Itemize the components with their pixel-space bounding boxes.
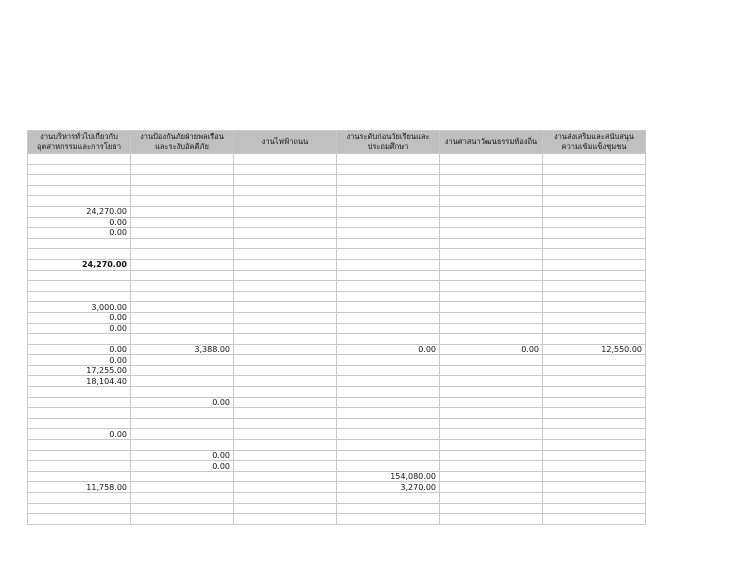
table-row bbox=[28, 429, 646, 440]
table-row bbox=[28, 249, 646, 260]
table-cell[interactable] bbox=[337, 365, 440, 376]
table-cell[interactable] bbox=[337, 387, 440, 398]
table-cell[interactable] bbox=[543, 334, 646, 345]
table-row bbox=[28, 418, 646, 429]
table-cell[interactable] bbox=[28, 270, 131, 281]
table-row bbox=[28, 503, 646, 514]
table-row bbox=[28, 440, 646, 451]
table-row bbox=[28, 376, 646, 387]
table-cell[interactable] bbox=[337, 154, 440, 165]
table-cell[interactable] bbox=[131, 196, 234, 207]
table-cell[interactable] bbox=[28, 503, 131, 514]
sheet-header bbox=[28, 131, 646, 154]
table-cell[interactable] bbox=[337, 461, 440, 472]
column-header: งานบริหารทั่วไปเกี่ยวกับอุตสาหกรรมและการโยธา bbox=[28, 131, 131, 154]
table-cell[interactable] bbox=[337, 355, 440, 366]
table-cell[interactable] bbox=[234, 355, 337, 366]
table-cell[interactable] bbox=[131, 355, 234, 366]
table-cell[interactable] bbox=[440, 206, 543, 217]
table-cell[interactable] bbox=[28, 334, 131, 345]
table-cell[interactable] bbox=[234, 281, 337, 292]
table-cell[interactable] bbox=[440, 365, 543, 376]
table-row bbox=[28, 259, 646, 270]
table-cell[interactable] bbox=[234, 365, 337, 376]
table-cell[interactable] bbox=[543, 217, 646, 228]
table-row bbox=[28, 281, 646, 292]
table-cell[interactable] bbox=[440, 175, 543, 186]
table-row bbox=[28, 397, 646, 408]
budget-spreadsheet bbox=[27, 130, 646, 525]
table-cell[interactable] bbox=[440, 471, 543, 482]
table-cell[interactable] bbox=[234, 418, 337, 429]
table-cell[interactable] bbox=[543, 164, 646, 175]
table-row bbox=[28, 217, 646, 228]
table-cell[interactable] bbox=[543, 461, 646, 472]
table-cell[interactable]: 18,104.40 bbox=[28, 376, 131, 387]
table-cell[interactable] bbox=[543, 397, 646, 408]
table-cell[interactable] bbox=[337, 206, 440, 217]
table-cell[interactable] bbox=[234, 471, 337, 482]
table-cell[interactable]: 24,270.00 bbox=[28, 206, 131, 217]
table-cell[interactable] bbox=[234, 450, 337, 461]
table-cell[interactable] bbox=[131, 365, 234, 376]
table-cell[interactable] bbox=[337, 429, 440, 440]
table-cell[interactable] bbox=[28, 450, 131, 461]
table-cell[interactable] bbox=[440, 196, 543, 207]
table-cell[interactable] bbox=[440, 450, 543, 461]
table-cell[interactable] bbox=[234, 185, 337, 196]
table-cell[interactable] bbox=[131, 471, 234, 482]
table-cell[interactable] bbox=[337, 302, 440, 313]
table-cell[interactable] bbox=[440, 312, 543, 323]
table-cell[interactable] bbox=[440, 281, 543, 292]
table-cell[interactable] bbox=[131, 228, 234, 239]
table-cell[interactable] bbox=[440, 154, 543, 165]
table-cell[interactable]: 3,270.00 bbox=[337, 482, 440, 493]
table-row bbox=[28, 238, 646, 249]
table-cell[interactable] bbox=[440, 461, 543, 472]
table-cell[interactable] bbox=[543, 387, 646, 398]
table-cell[interactable] bbox=[234, 514, 337, 525]
table-cell[interactable]: 0.00 bbox=[440, 344, 543, 355]
column-header: งานไฟฟ้าถนน bbox=[234, 131, 337, 154]
table-cell[interactable]: 0.00 bbox=[28, 344, 131, 355]
table-cell[interactable]: 0.00 bbox=[131, 397, 234, 408]
table-cell[interactable] bbox=[131, 312, 234, 323]
table-cell[interactable] bbox=[234, 206, 337, 217]
table-cell[interactable] bbox=[234, 344, 337, 355]
table-cell[interactable] bbox=[337, 185, 440, 196]
table-cell[interactable] bbox=[543, 228, 646, 239]
table-cell[interactable] bbox=[28, 440, 131, 451]
table-cell[interactable] bbox=[543, 429, 646, 440]
table-cell[interactable] bbox=[28, 185, 131, 196]
table-cell[interactable] bbox=[28, 514, 131, 525]
table-cell[interactable] bbox=[28, 175, 131, 186]
table-row bbox=[28, 228, 646, 239]
table-cell[interactable] bbox=[543, 302, 646, 313]
table-cell[interactable] bbox=[440, 334, 543, 345]
column-header: งานศาสนาวัฒนธรรมท้องถิ่น bbox=[440, 131, 543, 154]
table-cell[interactable] bbox=[440, 387, 543, 398]
table-cell[interactable] bbox=[337, 259, 440, 270]
column-header: งานป้องกันภัยฝ่ายพลเรือนและระงับอัคคีภัย bbox=[131, 131, 234, 154]
table-cell[interactable] bbox=[543, 185, 646, 196]
table-cell[interactable] bbox=[440, 418, 543, 429]
table-cell[interactable]: 0.00 bbox=[28, 312, 131, 323]
table-cell[interactable] bbox=[543, 175, 646, 186]
table-cell[interactable] bbox=[337, 514, 440, 525]
table-cell[interactable] bbox=[131, 302, 234, 313]
table-row bbox=[28, 355, 646, 366]
table-cell[interactable] bbox=[131, 206, 234, 217]
column-header: งานส่งเสริมและสนับสนุนความเข้มแข็งชุมชน bbox=[543, 131, 646, 154]
table-cell[interactable] bbox=[131, 408, 234, 419]
table-cell[interactable] bbox=[234, 302, 337, 313]
table-cell[interactable] bbox=[337, 334, 440, 345]
table-row bbox=[28, 514, 646, 525]
table-cell[interactable] bbox=[337, 408, 440, 419]
table-row bbox=[28, 185, 646, 196]
table-cell[interactable] bbox=[543, 249, 646, 260]
table-cell[interactable] bbox=[131, 259, 234, 270]
table-cell[interactable] bbox=[440, 397, 543, 408]
table-row bbox=[28, 493, 646, 504]
table-cell[interactable] bbox=[131, 429, 234, 440]
table-cell[interactable] bbox=[543, 440, 646, 451]
table-row bbox=[28, 312, 646, 323]
table-row bbox=[28, 206, 646, 217]
table-cell[interactable] bbox=[337, 450, 440, 461]
table-cell[interactable] bbox=[131, 482, 234, 493]
table-cell[interactable] bbox=[440, 302, 543, 313]
table-cell[interactable] bbox=[234, 493, 337, 504]
table-cell[interactable] bbox=[131, 238, 234, 249]
table-cell[interactable] bbox=[543, 408, 646, 419]
table-cell[interactable] bbox=[28, 461, 131, 472]
table-cell[interactable] bbox=[440, 440, 543, 451]
table-cell[interactable]: 0.00 bbox=[28, 217, 131, 228]
table-cell[interactable]: 0.00 bbox=[337, 344, 440, 355]
table-cell[interactable]: 0.00 bbox=[131, 450, 234, 461]
table-cell[interactable] bbox=[543, 514, 646, 525]
table-cell[interactable] bbox=[234, 461, 337, 472]
table-cell[interactable] bbox=[28, 493, 131, 504]
table-cell[interactable] bbox=[543, 259, 646, 270]
table-cell[interactable] bbox=[131, 270, 234, 281]
table-row bbox=[28, 302, 646, 313]
table-cell[interactable] bbox=[440, 217, 543, 228]
table-cell[interactable] bbox=[543, 238, 646, 249]
table-row bbox=[28, 387, 646, 398]
table-cell[interactable] bbox=[131, 334, 234, 345]
table-cell[interactable] bbox=[234, 164, 337, 175]
table-cell[interactable]: 0.00 bbox=[28, 228, 131, 239]
table-cell[interactable] bbox=[28, 408, 131, 419]
table-cell[interactable] bbox=[131, 249, 234, 260]
table-row bbox=[28, 164, 646, 175]
table-cell[interactable] bbox=[543, 291, 646, 302]
table-cell[interactable] bbox=[543, 206, 646, 217]
table-cell[interactable] bbox=[234, 323, 337, 334]
table-cell[interactable] bbox=[543, 323, 646, 334]
table-cell[interactable] bbox=[234, 408, 337, 419]
table-cell[interactable]: 17,255.00 bbox=[28, 365, 131, 376]
table-cell[interactable] bbox=[234, 429, 337, 440]
table-cell[interactable] bbox=[337, 493, 440, 504]
table-cell[interactable] bbox=[234, 376, 337, 387]
table-cell[interactable] bbox=[337, 440, 440, 451]
table-cell[interactable] bbox=[234, 217, 337, 228]
table-cell[interactable] bbox=[543, 270, 646, 281]
table-cell[interactable] bbox=[234, 440, 337, 451]
table-cell[interactable] bbox=[337, 291, 440, 302]
table-cell[interactable] bbox=[440, 291, 543, 302]
table-cell[interactable] bbox=[440, 228, 543, 239]
table-cell[interactable] bbox=[337, 196, 440, 207]
table-row bbox=[28, 344, 646, 355]
table-cell[interactable] bbox=[337, 217, 440, 228]
table-row bbox=[28, 471, 646, 482]
table-cell[interactable] bbox=[543, 196, 646, 207]
table-row bbox=[28, 291, 646, 302]
table-cell[interactable] bbox=[543, 503, 646, 514]
table-row bbox=[28, 408, 646, 419]
table-cell[interactable]: 0.00 bbox=[28, 323, 131, 334]
table-cell[interactable] bbox=[131, 164, 234, 175]
table-cell[interactable] bbox=[440, 493, 543, 504]
table-cell[interactable] bbox=[28, 471, 131, 482]
table-cell[interactable] bbox=[543, 154, 646, 165]
table-cell[interactable] bbox=[440, 429, 543, 440]
table-row bbox=[28, 196, 646, 207]
table-cell[interactable] bbox=[337, 376, 440, 387]
table-cell[interactable] bbox=[28, 196, 131, 207]
table-cell[interactable]: 24,270.00 bbox=[28, 259, 131, 270]
table-cell[interactable] bbox=[440, 164, 543, 175]
table-cell[interactable] bbox=[337, 281, 440, 292]
table-cell[interactable] bbox=[131, 503, 234, 514]
table-cell[interactable] bbox=[28, 281, 131, 292]
table-cell[interactable] bbox=[131, 387, 234, 398]
table-cell[interactable] bbox=[28, 238, 131, 249]
header-row bbox=[28, 131, 646, 154]
table-cell[interactable] bbox=[337, 228, 440, 239]
table-cell[interactable] bbox=[234, 503, 337, 514]
table-cell[interactable] bbox=[440, 503, 543, 514]
table-cell[interactable] bbox=[337, 312, 440, 323]
table-cell[interactable] bbox=[234, 312, 337, 323]
table-cell[interactable] bbox=[440, 323, 543, 334]
table-cell[interactable] bbox=[234, 154, 337, 165]
table-cell[interactable] bbox=[28, 387, 131, 398]
table-cell[interactable] bbox=[131, 281, 234, 292]
table-cell[interactable] bbox=[543, 355, 646, 366]
column-header: งานระดับก่อนวัยเรียนและประถมศึกษา bbox=[337, 131, 440, 154]
table-cell[interactable] bbox=[234, 291, 337, 302]
table-row bbox=[28, 461, 646, 472]
table-cell[interactable] bbox=[440, 259, 543, 270]
table-cell[interactable] bbox=[337, 323, 440, 334]
table-cell[interactable]: 3,388.00 bbox=[131, 344, 234, 355]
table-cell[interactable] bbox=[28, 249, 131, 260]
table-cell[interactable] bbox=[337, 164, 440, 175]
table-row bbox=[28, 154, 646, 165]
table-cell[interactable] bbox=[234, 259, 337, 270]
sheet-body bbox=[28, 154, 646, 525]
table-cell[interactable] bbox=[234, 270, 337, 281]
table-cell[interactable]: 0.00 bbox=[28, 355, 131, 366]
table-cell[interactable]: 12,550.00 bbox=[543, 344, 646, 355]
table-cell[interactable] bbox=[131, 185, 234, 196]
table-cell[interactable] bbox=[131, 418, 234, 429]
table-cell[interactable] bbox=[234, 228, 337, 239]
table-cell[interactable] bbox=[440, 514, 543, 525]
table-cell[interactable] bbox=[337, 175, 440, 186]
table-cell[interactable] bbox=[234, 387, 337, 398]
table-row bbox=[28, 270, 646, 281]
table-cell[interactable] bbox=[337, 270, 440, 281]
table-cell[interactable] bbox=[337, 418, 440, 429]
table-cell[interactable]: 11,758.00 bbox=[28, 482, 131, 493]
table-cell[interactable]: 0.00 bbox=[28, 429, 131, 440]
table-cell[interactable] bbox=[131, 217, 234, 228]
table-cell[interactable] bbox=[543, 376, 646, 387]
table-cell[interactable] bbox=[543, 312, 646, 323]
table-cell[interactable] bbox=[440, 238, 543, 249]
table-cell[interactable] bbox=[131, 175, 234, 186]
table-cell[interactable] bbox=[28, 397, 131, 408]
table-cell[interactable] bbox=[131, 493, 234, 504]
table-row bbox=[28, 365, 646, 376]
table-row bbox=[28, 450, 646, 461]
table-cell[interactable] bbox=[28, 291, 131, 302]
table-cell[interactable]: 3,000.00 bbox=[28, 302, 131, 313]
table-cell[interactable] bbox=[131, 291, 234, 302]
table-cell[interactable] bbox=[234, 238, 337, 249]
table-cell[interactable] bbox=[337, 238, 440, 249]
table-cell[interactable] bbox=[543, 450, 646, 461]
table-cell[interactable] bbox=[337, 503, 440, 514]
table-cell[interactable] bbox=[131, 514, 234, 525]
table-cell[interactable] bbox=[131, 376, 234, 387]
table-cell[interactable] bbox=[234, 482, 337, 493]
table-cell[interactable]: 154,080.00 bbox=[337, 471, 440, 482]
table-cell[interactable] bbox=[234, 334, 337, 345]
table-cell[interactable] bbox=[440, 355, 543, 366]
table-cell[interactable] bbox=[234, 196, 337, 207]
table-row bbox=[28, 334, 646, 345]
table-row bbox=[28, 175, 646, 186]
table-cell[interactable] bbox=[337, 397, 440, 408]
table-cell[interactable] bbox=[440, 185, 543, 196]
table-cell[interactable] bbox=[234, 175, 337, 186]
table-cell[interactable] bbox=[440, 270, 543, 281]
table-cell[interactable] bbox=[543, 493, 646, 504]
table-cell[interactable] bbox=[440, 482, 543, 493]
table-cell[interactable] bbox=[337, 249, 440, 260]
table-cell[interactable] bbox=[234, 397, 337, 408]
table-cell[interactable] bbox=[440, 408, 543, 419]
table-cell[interactable] bbox=[131, 323, 234, 334]
table-cell[interactable] bbox=[28, 418, 131, 429]
table-cell[interactable] bbox=[440, 249, 543, 260]
table-cell[interactable] bbox=[440, 376, 543, 387]
table-cell[interactable] bbox=[543, 365, 646, 376]
table-cell[interactable] bbox=[131, 154, 234, 165]
table-cell[interactable] bbox=[543, 281, 646, 292]
table-cell[interactable] bbox=[543, 482, 646, 493]
table-row bbox=[28, 323, 646, 334]
table-cell[interactable] bbox=[543, 471, 646, 482]
table-cell[interactable] bbox=[234, 249, 337, 260]
table-cell[interactable] bbox=[28, 154, 131, 165]
table-cell[interactable]: 0.00 bbox=[131, 461, 234, 472]
table-cell[interactable] bbox=[131, 440, 234, 451]
table-cell[interactable] bbox=[543, 418, 646, 429]
table-cell[interactable] bbox=[28, 164, 131, 175]
table-row bbox=[28, 482, 646, 493]
